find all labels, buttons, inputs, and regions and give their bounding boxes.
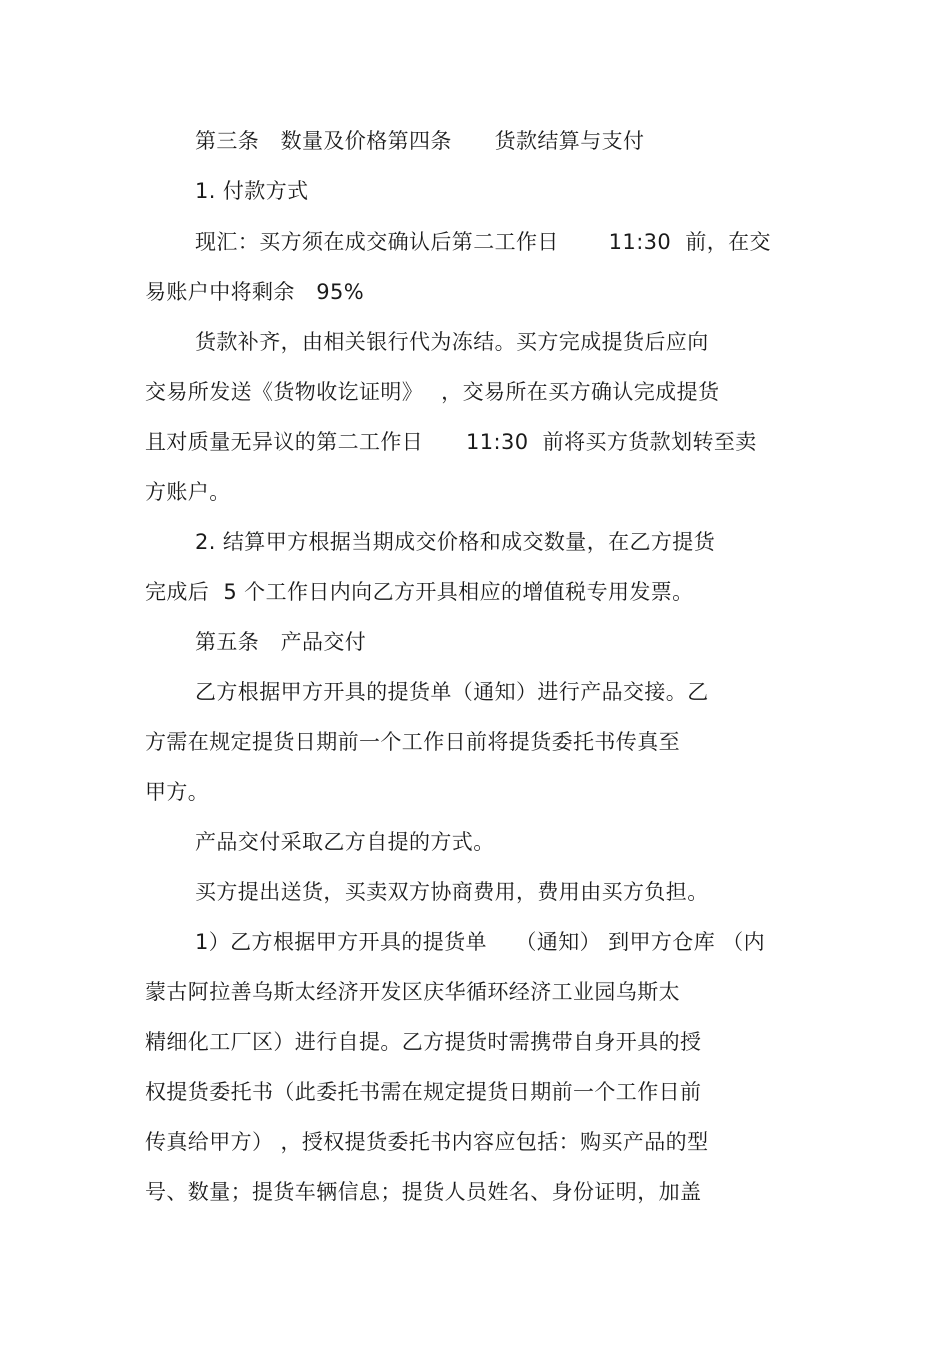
- text-line: 乙方根据甲方开具的提货单（通知）进行产品交接。乙: [195, 680, 709, 704]
- text-line: 1）乙方根据甲方开具的提货单 （通知） 到甲方仓库 （内: [195, 930, 765, 954]
- text-line: 蒙古阿拉善乌斯太经济开发区庆华循环经济工业园乌斯太: [145, 980, 680, 1004]
- text-line: 传真给甲方） ，授权提货委托书内容应包括：购买产品的型: [145, 1130, 709, 1154]
- text-line: 且对质量无异议的第二工作日 11:30 前将买方货款划转至卖: [145, 430, 757, 454]
- text-line: 易账户中将剩余 95%: [145, 280, 365, 304]
- text-line: 号、数量；提货车辆信息；提货人员姓名、身份证明，加盖: [145, 1180, 702, 1204]
- text-line: 1. 付款方式: [195, 179, 309, 203]
- section-heading: 第五条 产品交付: [195, 630, 367, 654]
- text-line: 第三条 数量及价格第四条 货款结算与支付: [195, 129, 645, 153]
- text-line: 甲方。: [145, 780, 210, 804]
- text-line: 权提货委托书（此委托书需在规定提货日期前一个工作日前: [145, 1080, 702, 1104]
- text-line: 产品交付采取乙方自提的方式。: [195, 830, 495, 854]
- text-line: 现汇：买方须在成交确认后第二工作日 11:30 前，在交: [195, 230, 771, 254]
- text-line: 2. 结算甲方根据当期成交价格和成交数量，在乙方提货: [195, 530, 716, 554]
- text-line: 交易所发送《货物收讫证明》 ，交易所在买方确认完成提货: [145, 380, 720, 404]
- text-line: 完成后 5 个工作日内向乙方开具相应的增值税专用发票。: [145, 580, 694, 604]
- text-line: 货款补齐，由相关银行代为冻结。买方完成提货后应向: [195, 330, 709, 354]
- text-line: 方需在规定提货日期前一个工作日前将提货委托书传真至: [145, 730, 680, 754]
- text-line: 买方提出送货，买卖双方协商费用，费用由买方负担。: [195, 880, 709, 904]
- text-line: 精细化工厂区）进行自提。乙方提货时需携带自身开具的授: [145, 1030, 702, 1054]
- text-line: 方账户。: [145, 480, 231, 504]
